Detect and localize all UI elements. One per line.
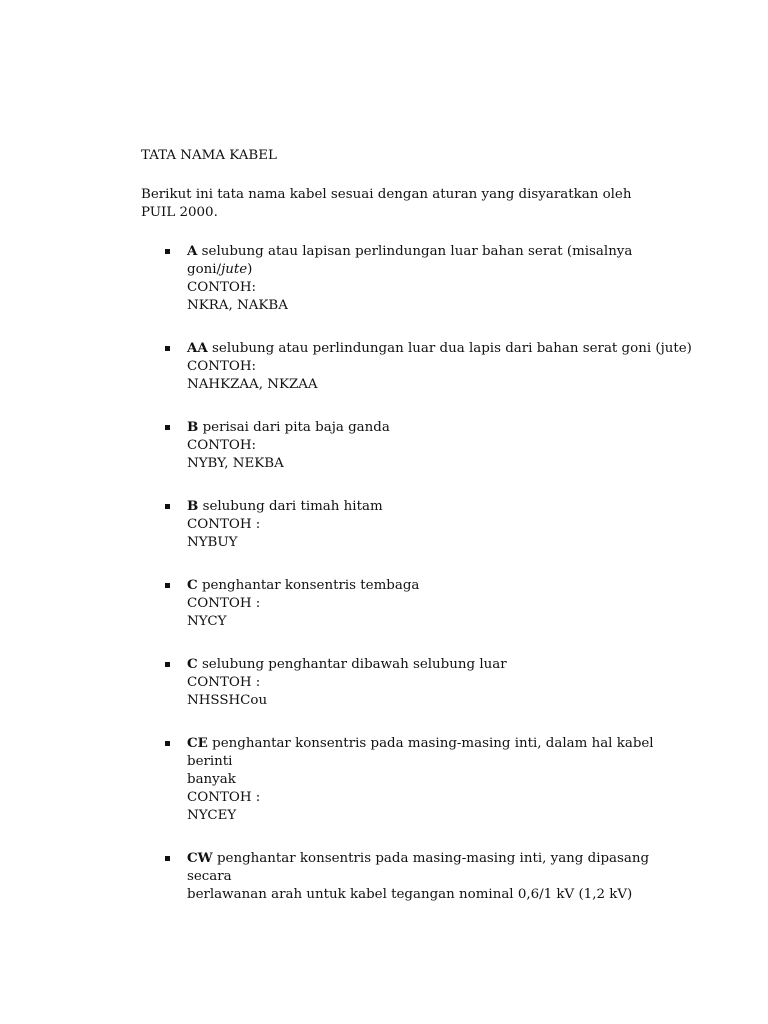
entry-code: CW [187, 850, 213, 866]
document-title: TATA NAMA KABEL [141, 148, 277, 163]
entry-code: C [187, 656, 198, 672]
entry-code: B [187, 419, 199, 435]
list-item-a [141, 242, 661, 315]
entry-description [187, 242, 661, 261]
description-line: selubung dari timah hitam [202, 499, 383, 514]
contoh-value: NKRA, NAKBA [187, 298, 288, 313]
description-close-paren: ) [247, 262, 253, 277]
list-item-b-perisai [141, 418, 661, 473]
contoh-value: NYBY, NEKBA [187, 456, 284, 471]
entry-code: B [187, 498, 199, 514]
contoh-label: CONTOH : [187, 790, 261, 805]
description-line: banyak [187, 772, 236, 787]
description-line: berlawanan arah untuk kabel tegangan nominal 0,6/1 kV (1,2 kV) [187, 887, 633, 902]
contoh-label: CONTOH : [187, 596, 261, 611]
description-line: selubung penghantar dibawah selubung luar [201, 657, 507, 672]
description-line: penghantar konsentris pada masing-masing inti, yang dipasang [216, 851, 650, 866]
entry-description [187, 576, 661, 595]
entry-code: CE [187, 735, 208, 751]
entry-description [187, 497, 661, 516]
description-line: selubung atau perlindungan luar dua lapis dari bahan serat goni (jute) [212, 341, 692, 356]
entry-code: C [187, 577, 198, 593]
description-line: berinti [187, 754, 233, 769]
square-bullet-icon [165, 346, 170, 351]
entry-description [187, 418, 661, 437]
description-line: penghantar konsentris tembaga [201, 578, 420, 593]
square-bullet-icon [165, 425, 170, 430]
description-line: perisai dari pita baja ganda [202, 420, 390, 435]
square-bullet-icon [165, 741, 170, 746]
contoh-label: CONTOH : [187, 517, 261, 532]
document-page [141, 147, 692, 928]
description-line: secara [187, 869, 232, 884]
entry-description [187, 339, 692, 358]
contoh-value: NYCEY [187, 808, 237, 823]
description-tail [187, 261, 661, 279]
square-bullet-icon [165, 856, 170, 861]
list-item-b-selubung [141, 497, 661, 552]
intro-paragraph: Berikut ini tata nama kabel sesuai dengan aturan yang disyaratkan oleh PUIL 2000. [141, 187, 632, 220]
cable-code-list [141, 242, 692, 904]
list-item-c-konsentris [141, 576, 661, 631]
square-bullet-icon [165, 249, 170, 254]
list-item-c-selubung [141, 655, 661, 710]
square-bullet-icon [165, 662, 170, 667]
entry-code: A [187, 243, 198, 259]
list-item-cw [141, 849, 661, 904]
square-bullet-icon [165, 583, 170, 588]
contoh-value: NYBUY [187, 535, 238, 550]
list-item-ce [141, 734, 661, 825]
description-tail-text: goni/ [187, 262, 222, 277]
contoh-value: NHSSHCou [187, 693, 268, 708]
contoh-label: CONTOH: [187, 359, 257, 374]
entry-description [187, 734, 661, 753]
contoh-label: CONTOH: [187, 438, 257, 453]
contoh-value: NAHKZAA, NKZAA [187, 377, 318, 392]
description-line: selubung atau lapisan perlindungan luar bahan serat (misalnya [201, 244, 633, 259]
entry-code: AA [187, 340, 208, 356]
description-line: penghantar konsentris pada masing-masing inti, dalam hal kabel [212, 736, 654, 751]
square-bullet-icon [165, 504, 170, 509]
contoh-label: CONTOH: [187, 280, 257, 295]
list-item-aa [141, 339, 692, 394]
contoh-label: CONTOH : [187, 675, 261, 690]
entry-description [187, 849, 661, 868]
contoh-value: NYCY [187, 614, 227, 629]
entry-description [187, 655, 661, 674]
description-italic: jute [221, 262, 248, 277]
